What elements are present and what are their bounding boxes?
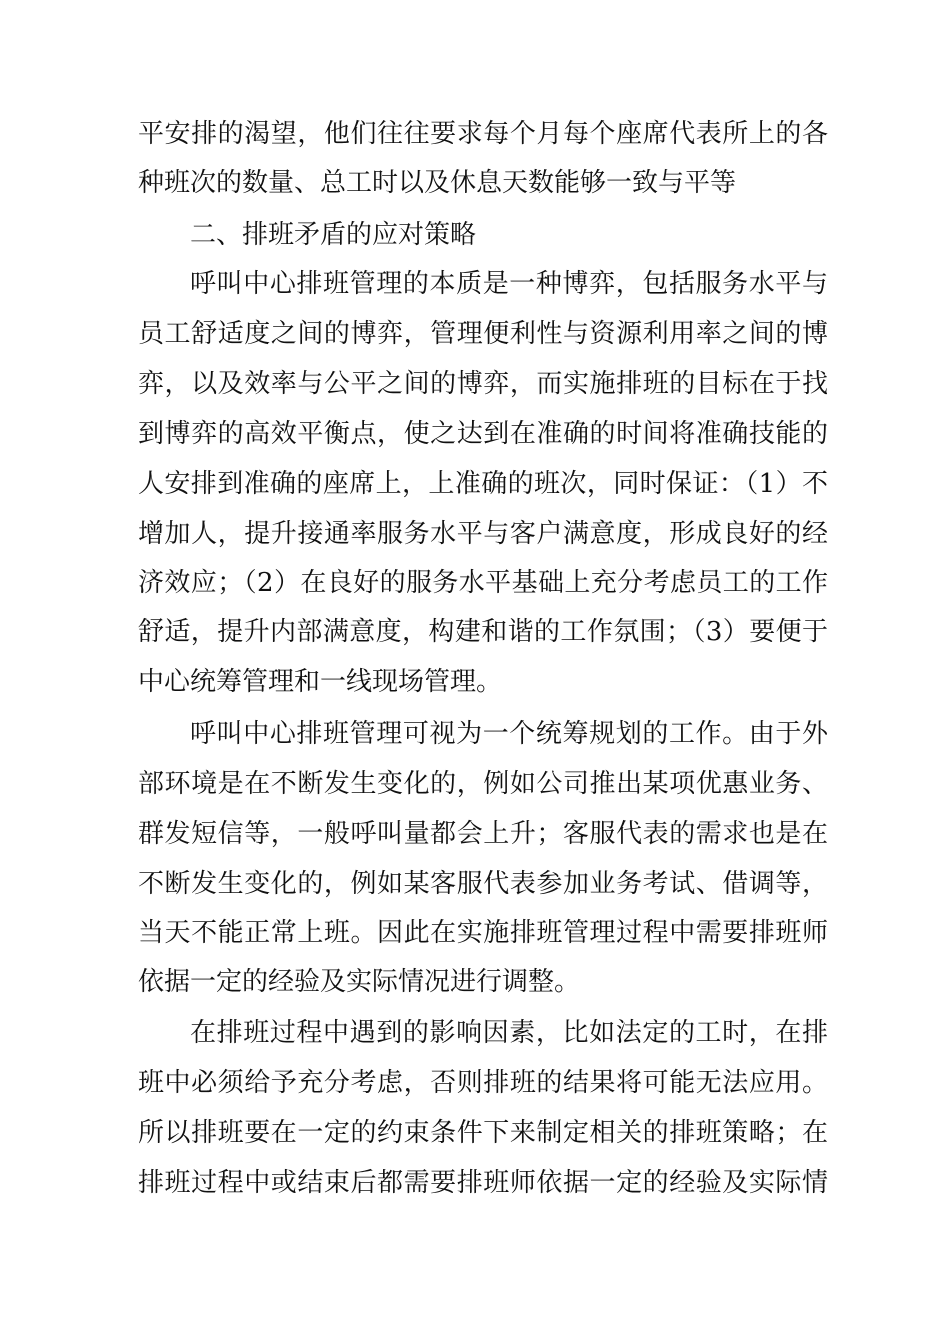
text-line: 人安排到准确的座席上，上准确的班次，同时保证：（1）不 [138,469,828,499]
text-line: 呼叫中心排班管理可视为一个统筹规划的工作。由于外 [190,719,828,749]
text-line: 在排班过程中遇到的影响因素，比如法定的工时，在排 [190,1018,828,1048]
text-line: 呼叫中心排班管理的本质是一种博弈，包括服务水平与 [190,269,828,299]
section-heading: 二、排班矛盾的应对策略 [190,220,477,250]
text-line: 弈，以及效率与公平之间的博弈，而实施排班的目标在于找 [138,369,828,399]
text-line: 种班次的数量、总工时以及休息天数能够一致与平等 [138,168,737,198]
text-line: 增加人，提升接通率服务水平与客户满意度，形成良好的经 [138,519,828,549]
text-line: 群发短信等，一般呼叫量都会上升；客服代表的需求也是在 [138,819,828,849]
text-line: 排班过程中或结束后都需要排班师依据一定的经验及实际情 [138,1168,828,1198]
text-line: 平安排的渴望，他们往往要求每个月每个座席代表所上的各 [138,119,828,149]
text-line: 班中必须给予充分考虑，否则排班的结果将可能无法应用。 [138,1068,828,1098]
text-line: 济效应；（2）在良好的服务水平基础上充分考虑员工的工作 [138,568,828,598]
text-line: 不断发生变化的，例如某客服代表参加业务考试、借调等， [138,869,828,899]
text-line: 当天不能正常上班。因此在实施排班管理过程中需要排班师 [138,918,828,948]
text-line: 员工舒适度之间的博弈，管理便利性与资源利用率之间的博 [138,319,828,349]
text-line: 部环境是在不断发生变化的，例如公司推出某项优惠业务、 [138,769,828,799]
text-line: 舒适，提升内部满意度，构建和谐的工作氛围；（3）要便于 [138,617,828,647]
text-line: 到博弈的高效平衡点，使之达到在准确的时间将准确技能的 [138,419,828,449]
text-line: 依据一定的经验及实际情况进行调整。 [138,967,581,997]
text-line: 中心统筹管理和一线现场管理。 [138,667,503,697]
text-line: 所以排班要在一定的约束条件下来制定相关的排班策略；在 [138,1118,828,1148]
